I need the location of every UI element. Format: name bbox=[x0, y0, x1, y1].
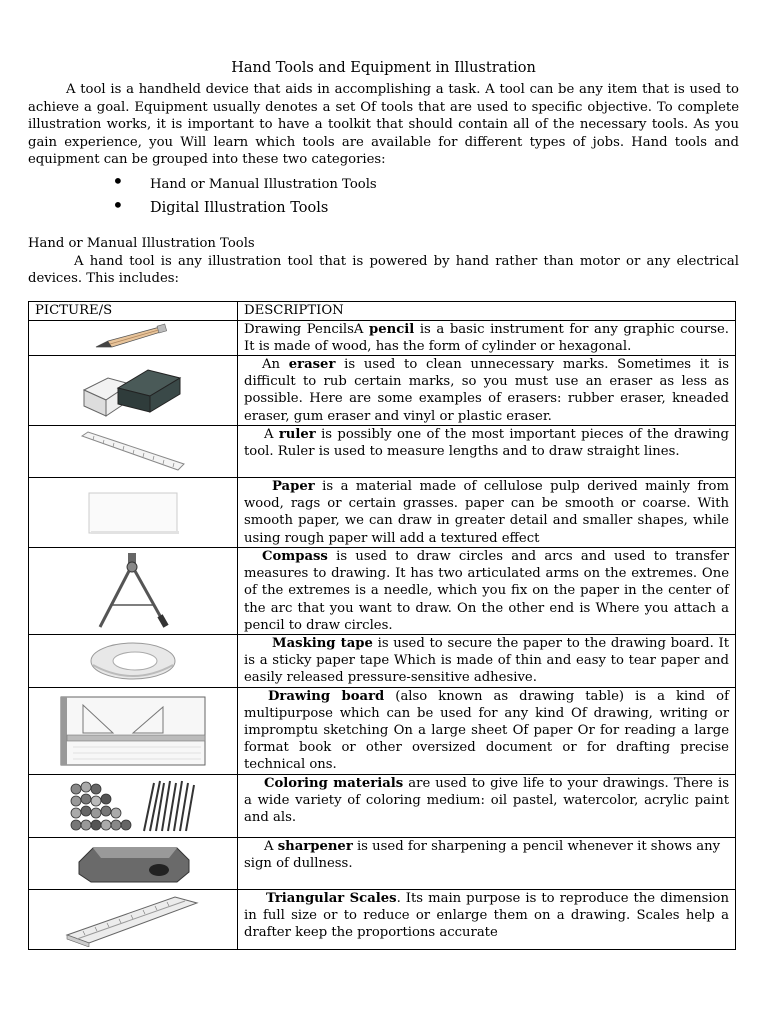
paper-icon bbox=[83, 487, 183, 537]
section-paragraph: A hand tool is any illustration tool that is powered by hand rather than motor or any electrical devices. This includes: bbox=[28, 253, 739, 287]
sharpener-picture bbox=[29, 837, 238, 889]
triangular-scales-picture bbox=[29, 889, 238, 949]
bullet-icon: • bbox=[112, 169, 124, 194]
sharpener-icon bbox=[73, 840, 193, 886]
pencil-icon bbox=[88, 323, 178, 353]
table-row bbox=[29, 477, 736, 547]
description-cell: Masking tape is used to secure the paper to the drawing board. It is a sticky paper tape Which is made of thin and easy to tear paper and easily released pressure-sensitive adhesive. bbox=[238, 634, 736, 687]
drawing-board-icon bbox=[53, 693, 213, 769]
intro-paragraph: A tool is a handheld device that aids in accomplishing a task. A tool can be any item that is used to achieve a goal. Equipment usually denotes a set Of tools that are used to specific objective. To complete illustration works, it is important to have a toolkit that should contain all of the necessary tools. As you gain experience, you Will learn which tools are available for different types of jobs. Hand tools and equipment can be grouped into these two categories: bbox=[28, 82, 739, 168]
description-cell: Compass is used to draw circles and arcs and used to transfer measures to drawing. It has two articulated arms on the extremes. One of the extremes is a needle, which you fix on the paper in the center of the arc that you want to draw. On the other end is Where you attach a pencil to draw circles. bbox=[238, 547, 736, 634]
description-cell: Paper is a material made of cellulose pulp derived mainly from wood, rags or certain grasses. paper can be smooth or coarse. With smooth paper, we can draw in greater detail and smaller shapes, while using rough paper will add a textured effect bbox=[238, 477, 736, 547]
tools-table bbox=[28, 301, 736, 949]
table-row bbox=[29, 687, 736, 774]
coloring-materials-picture bbox=[29, 774, 238, 837]
table-row bbox=[29, 774, 736, 837]
table-header-row bbox=[29, 302, 736, 320]
table-row bbox=[29, 425, 736, 477]
paper-picture bbox=[29, 477, 238, 547]
table-row bbox=[29, 320, 736, 355]
table-row bbox=[29, 547, 736, 634]
section-heading: Hand or Manual Illustration Tools bbox=[28, 236, 255, 252]
triangular-scales-icon bbox=[63, 891, 203, 947]
description-cell: Drawing board (also known as drawing table) is a kind of multipurpose which can be used for any kind Of drawing, writing or impromptu sketching On a large sheet Of paper Or for reading a large format book or other oversized document or for drafting precise technical ons. bbox=[238, 687, 736, 774]
masking-tape-icon bbox=[83, 637, 183, 685]
eraser-picture bbox=[29, 356, 238, 426]
bullet-icon: • bbox=[112, 192, 124, 217]
description-cell: A ruler is possibly one of the most important pieces of the drawing tool. Ruler is used to measure lengths and to draw straight lines. bbox=[238, 425, 736, 477]
table-row bbox=[29, 356, 736, 426]
masking-tape-picture bbox=[29, 634, 238, 687]
description-cell: Coloring materials are used to give life to your drawings. There is a wide variety of coloring medium: oil pastel, watercolor, acrylic paint and als. bbox=[238, 774, 736, 837]
document-page bbox=[28, 60, 739, 950]
table-row bbox=[29, 837, 736, 889]
coloring-materials-icon bbox=[68, 777, 198, 835]
description-cell: Triangular Scales. Its main purpose is to reproduce the dimension in full size or to reduce or enlarge them on a drawing. Scales help a drafter keep the proportions accurate bbox=[238, 889, 736, 949]
table-row bbox=[29, 634, 736, 687]
table-row bbox=[29, 889, 736, 949]
eraser-icon bbox=[78, 360, 188, 420]
column-header-picture: PICTURE/S bbox=[29, 302, 238, 320]
column-header-description: DESCRIPTION bbox=[238, 302, 736, 320]
ruler-icon bbox=[78, 428, 188, 474]
category-list bbox=[28, 169, 739, 217]
compass-icon bbox=[88, 551, 178, 631]
page-title: Hand Tools and Equipment in Illustration bbox=[231, 60, 536, 76]
compass-picture bbox=[29, 547, 238, 634]
ruler-picture bbox=[29, 425, 238, 477]
description-cell: An eraser is used to clean unnecessary marks. Sometimes it is difficult to rub certain marks, so you must use an eraser as less as possible. Here are some examples of erasers: rubber eraser, kneaded eraser, gum eraser and vinyl or plastic eraser. bbox=[238, 356, 736, 426]
description-cell: A sharpener is used for sharpening a pencil whenever it shows any sign of dullness. bbox=[238, 837, 736, 889]
description-cell: Drawing PencilsA pencil is a basic instrument for any graphic course. It is made of wood, has the form of cylinder or hexagonal. bbox=[238, 320, 736, 355]
pencil-picture bbox=[29, 320, 238, 355]
list-item: • Digital Illustration Tools bbox=[112, 192, 329, 217]
drawing-board-picture bbox=[29, 687, 238, 774]
list-item: • Hand or Manual Illustration Tools bbox=[112, 169, 377, 194]
